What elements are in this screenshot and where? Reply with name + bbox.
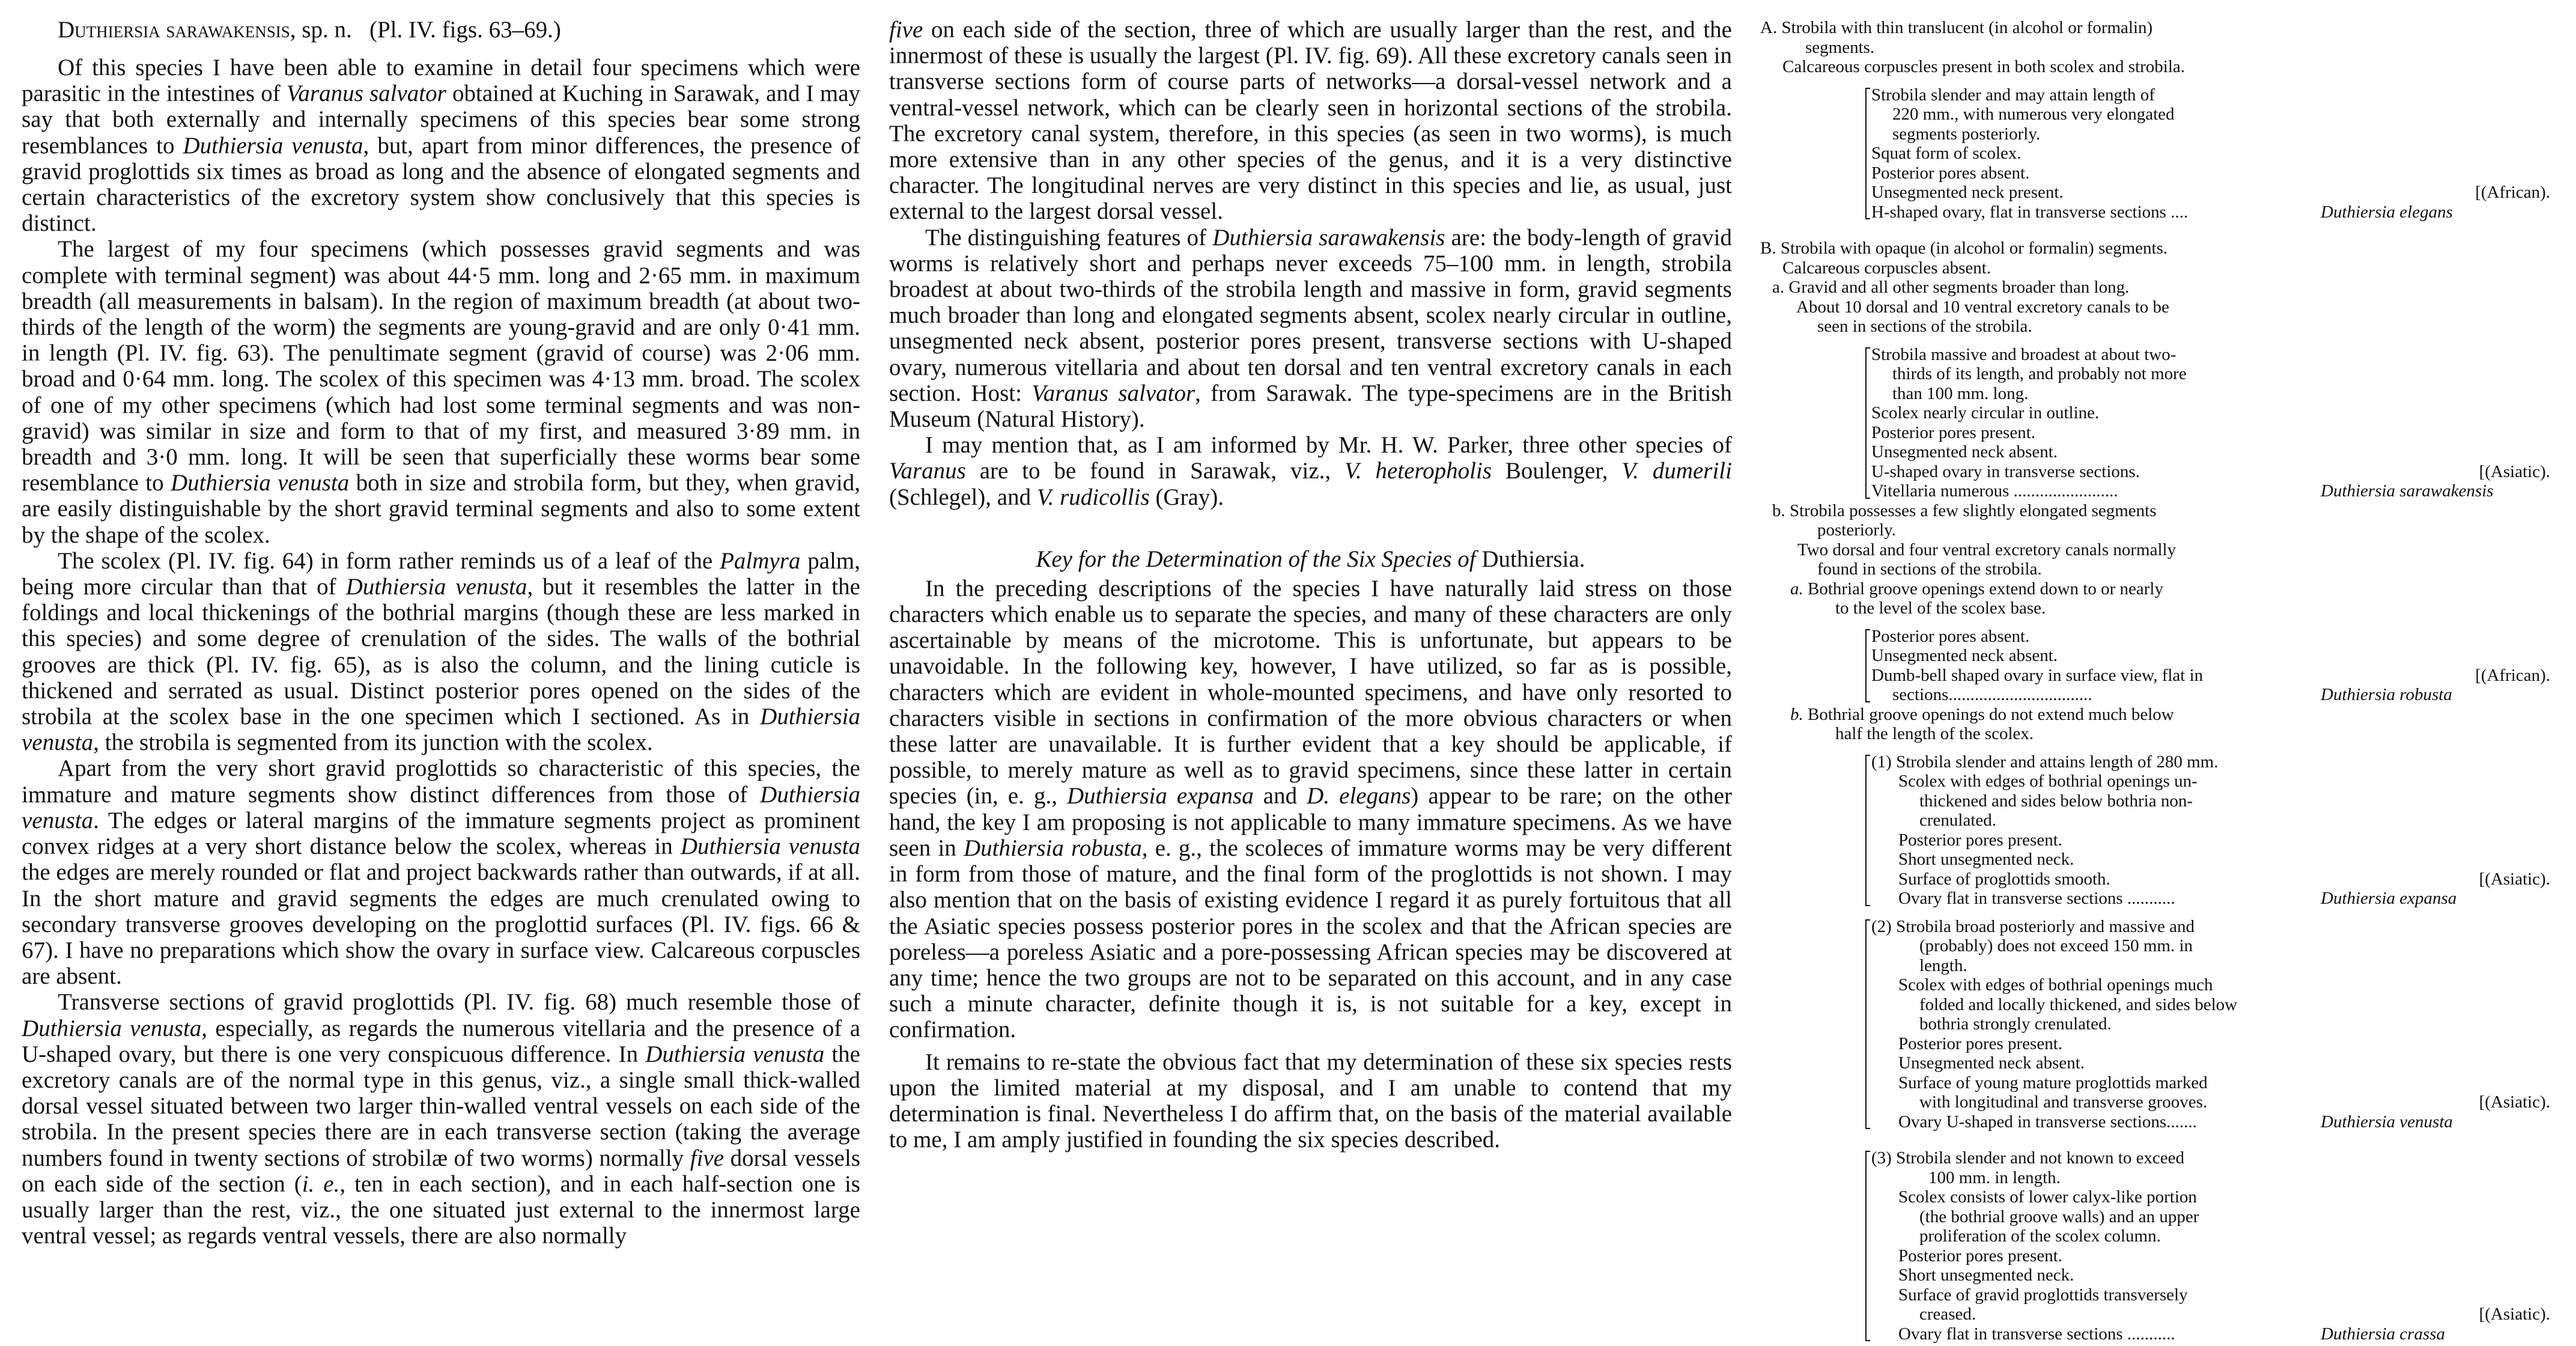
- key-title-genus: Duthiersia.: [1481, 546, 1585, 572]
- paragraph: The distinguishing features of Duthiersia sarawakensis are: the body-length of gravid worms is relatively short and perhaps never exceeds 75–100 mm. in length, strobila broadest at about two-thirds of the strobila length and massive in form, gravid segments much broader than long and elongated segments absent, scolex nearly circular in outline, unsegmented neck absent, posterior pores present, transverse sections with U-shaped ovary, numerous vitellaria and about ten dorsal and ten ventral excretory canals in each section. Host: Varanus salvator, from Sarawak. The type-specimens are in the British Museum (Natural History).: [889, 224, 1732, 433]
- species-name: Duthiersia expansa: [2321, 889, 2457, 908]
- column-middle: [889, 17, 1732, 1153]
- region-label: [(African).: [2475, 665, 2550, 685]
- key-text: (1) Strobila slender and attains length of 280 mm.: [1871, 752, 2219, 772]
- key-block-elegans: [1865, 85, 2550, 222]
- key-text: U-shaped ovary in transverse sections.: [1871, 461, 2140, 481]
- key-text: About 10 dorsal and 10 ventral excretory canals to be: [1796, 297, 2169, 317]
- key-text: Unsegmented neck absent.: [1898, 1053, 2085, 1073]
- key-text: Posterior pores present.: [1898, 1034, 2063, 1053]
- key-text: Bothrial groove openings extend down to or nearly: [1808, 579, 2163, 598]
- key-text: bothria strongly crenulated.: [1919, 1014, 2112, 1034]
- region-label: [(Asiatic).: [2479, 869, 2550, 889]
- bracket: [1865, 1151, 1870, 1341]
- key-title-italic: Key for the Determination of the Six Species of: [1036, 546, 1476, 572]
- key-text: Ovary U-shaped in transverse sections.......: [1898, 1112, 2197, 1131]
- key-text: Scolex nearly circular in outline.: [1871, 403, 2100, 422]
- key-label-b: B.: [1760, 239, 1776, 258]
- key-text: Calcareous corpuscles present in both scolex and strobila.: [1782, 57, 2186, 76]
- key-text: Strobila massive and broadest at about two-: [1871, 344, 2177, 364]
- key-text: Squat form of scolex.: [1871, 144, 2022, 163]
- key-block-crassa: [1865, 1148, 2550, 1344]
- key-text: (3) Strobila slender and not known to exceed: [1871, 1148, 2185, 1168]
- key-text: Posterior pores absent.: [1871, 163, 2030, 183]
- key-text: Unsegmented neck present.: [1871, 183, 2064, 202]
- species-heading-suffix: , sp. n.: [290, 17, 352, 43]
- key-text: length.: [1919, 955, 1967, 975]
- region-label: [(African).: [2475, 183, 2550, 202]
- key-text: segments.: [1805, 37, 1875, 57]
- key-text: 220 mm., with numerous very elongated: [1892, 105, 2175, 124]
- key-block-sarawakensis: [1865, 345, 2550, 501]
- key-block-expansa: [1865, 752, 2550, 909]
- key-text: to the level of the scolex base.: [1835, 598, 2046, 618]
- key-text: Scolex with edges of bothrial openings much: [1898, 975, 2213, 994]
- key-text: Unsegmented neck absent.: [1871, 646, 2058, 665]
- key-text: Calcareous corpuscles absent.: [1782, 258, 1991, 278]
- key-text: seen in sections of the strobila.: [1817, 317, 2032, 336]
- species-name: Duthiersia crassa: [2321, 1324, 2446, 1344]
- paragraph: It remains to re-state the obvious fact that my determination of these six species rests upon the limited material at my disposal, and I am unable to contend that my determination is final. Nevertheless I do affirm that, on the basis of the material available to me, I am amply justified in founding the six species described.: [889, 1049, 1732, 1153]
- key-text: thickened and sides below bothria non-: [1919, 791, 2193, 811]
- key-text: Strobila with thin translucent (in alcohol or formalin): [1781, 18, 2153, 37]
- paragraph: Transverse sections of gravid proglottids (Pl. IV. fig. 68) much resemble those of Duthiersia venusta, especially, as regards the numerous vitellaria and the presence of a U-shaped ovary, but there is one very conspicuous difference. In Duthiersia venusta the excretory canals are of the normal type in this genus, viz., a single small thick-walled dorsal vessel situated between two larger thin-walled ventral vessels on each side of the strobila. In the present species there are in each transverse section (taking the average numbers found in twenty sections of strobilæ of two worms) normally five dorsal vessels on each side of the section (i. e., ten in each section), and in each half-section one is usually larger than the rest, viz., the one situated just external to the innermost large ventral vessel; as regards ventral vessels, there are also normally: [22, 989, 861, 1249]
- key-text: 100 mm. in length.: [1928, 1168, 2061, 1187]
- key-label-bba: a.: [1790, 579, 1803, 598]
- key-group-b: [1760, 239, 2565, 1344]
- paragraph: Apart from the very short gravid proglottids so characteristic of this species, the immature and mature segments show distinct differences from those of Duthiersia venusta. The edges or lateral margins of the immature segments project as prominent convex ridges at a very short distance below the scolex, whereas in Duthiersia venusta the edges are merely rounded or flat and project backwards rather than outwards, if at all. In the short mature and gravid segments the edges are much crenulated owing to secondary transverse grooves developing on the proglottid surfaces (Pl. IV. figs. 66 & 67). I have no preparations which show the ovary in surface view. Calcareous corpuscles are absent.: [22, 755, 860, 990]
- key-label-ba: a.: [1772, 278, 1785, 297]
- key-text: Strobila possesses a few slightly elongated segments: [1790, 501, 2157, 520]
- key-text: (2) Strobila broad posteriorly and massive and: [1871, 916, 2195, 936]
- key-text: Posterior pores present.: [1871, 422, 2036, 442]
- key-text: sections.................................: [1892, 685, 2092, 704]
- key-label-bbb: b.: [1790, 704, 1803, 724]
- key-text: Strobila slender and may attain length of: [1871, 85, 2155, 105]
- determination-key: [1760, 18, 2565, 1344]
- key-text: Gravid and all other segments broader than long.: [1788, 278, 2130, 297]
- species-name: Duthiersia venusta: [2321, 1112, 2453, 1131]
- key-text: H-shaped ovary, flat in transverse sections ....: [1871, 202, 2189, 222]
- key-text: posteriorly.: [1817, 520, 1897, 540]
- key-label-a: A.: [1760, 18, 1778, 37]
- key-text: creased.: [1919, 1305, 1976, 1324]
- key-group-a: [1760, 18, 2565, 222]
- key-text: Strobila with opaque (in alcohol or formalin) segments.: [1780, 239, 2168, 258]
- region-label: [(Asiatic).: [2479, 461, 2550, 481]
- species-heading: [58, 17, 860, 43]
- key-block-robusta: [1865, 627, 2550, 705]
- key-text: Ovary flat in transverse sections ...........: [1898, 1324, 2175, 1344]
- region-label: [(Asiatic).: [2479, 1092, 2550, 1112]
- key-text: (probably) does not exceed 150 mm. in: [1919, 936, 2193, 955]
- key-text: Surface of gravid proglottids transversely: [1898, 1285, 2188, 1305]
- key-text: segments posteriorly.: [1892, 124, 2041, 144]
- key-text: Scolex with edges of bothrial openings un-: [1898, 772, 2198, 791]
- key-text: Ovary flat in transverse sections ...........: [1898, 889, 2175, 908]
- paragraph: I may mention that, as I am informed by Mr. H. W. Parker, three other species of Varanus are to be found in Sarawak, viz., V. heteropholis Boulenger, V. dumerili (Schlegel), and V. rudicollis (Gray).: [889, 432, 1732, 510]
- key-text: Two dorsal and four ventral excretory canals normally: [1797, 540, 2177, 559]
- key-text: Short unsegmented neck.: [1898, 850, 2074, 869]
- paragraph: The largest of my four specimens (which possesses gravid segments and was complete with terminal segment) was about 44·5 mm. long and 2·65 mm. in maximum breadth (all measurements in balsam). In the region of maximum breadth (at about two-thirds of the length of the worm) the segments are young-gravid and are only 0·41 mm. in length (Pl. IV. fig. 63). The penultimate segment (gravid of course) was 2·06 mm. broad and 0·64 mm. long. The scolex of this specimen was 4·13 mm. broad. The scolex of one of my other specimens (which had lost some terminal segments and was non-gravid) was similar in size and form to that of my first, and measured 3·89 mm. in breadth and 3·0 mm. long. It will be seen that superficially these worms bear some resemblance to Duthiersia venusta both in size and strobila form, but they, when gravid, are easily distinguishable by the short gravid terminal segments and also to some extent by the shape of the scolex.: [22, 236, 860, 548]
- species-heading-name: Duthiersia sarawakensis: [58, 17, 290, 43]
- paragraph: Of this species I have been able to examine in detail four specimens which were parasitic in the intestines of Varanus salvator obtained at Kuching in Sarawak, and I may say that both externally and internally specimens of this species bear some strong resemblances to Duthiersia venusta, but, apart from minor differences, the presence of gravid proglottids six times as broad as long and the absence of elongated segments and certain characteristics of the excretory system show conclusively that this species is distinct.: [22, 55, 861, 237]
- bracket: [1865, 755, 1870, 906]
- key-block-venusta: [1865, 917, 2550, 1132]
- key-text: found in sections of the strobila.: [1817, 559, 2042, 579]
- paragraph: The scolex (Pl. IV. fig. 64) in form rather reminds us of a leaf of the Palmyra palm, being more circular than that of Duthiersia venusta, but it resembles the latter in the foldings and local thickenings of the bothrial margins (though these are less marked in this species) and some degree of crenulation of the sides. The walls of the bothrial grooves are thick (Pl. IV. fig. 65), as is also the column, and the lining cuticle is thickened and serrated as usual. Distinct posterior pores opened on the sides of the strobila at the scolex base in the one specimen which I sectioned. As in Duthiersia venusta, the strobila is segmented from its junction with the scolex.: [22, 547, 861, 756]
- species-name: Duthiersia elegans: [2321, 202, 2453, 222]
- key-text: Posterior pores absent.: [1871, 626, 2030, 646]
- species-name: Duthiersia robusta: [2321, 685, 2452, 704]
- key-text: thirds of its length, and probably not more: [1892, 364, 2187, 383]
- bracket: [1865, 919, 1870, 1130]
- key-text: half the length of the scolex.: [1835, 724, 2034, 743]
- key-text: proliferation of the scolex column.: [1919, 1226, 2161, 1246]
- species-name: Duthiersia sarawakensis: [2321, 481, 2494, 501]
- key-text: Surface of young mature proglottids marked: [1898, 1073, 2208, 1092]
- key-text: crenulated.: [1919, 811, 1997, 830]
- key-text: Scolex consists of lower calyx-like portion: [1898, 1187, 2197, 1207]
- species-heading-plate-ref: (Pl. IV. figs. 63–69.): [369, 17, 561, 43]
- bracket: [1865, 629, 1870, 702]
- column-left: [22, 17, 860, 1249]
- paragraph-continued: five on each side of the section, three of which are usually larger than the rest, and the innermost of these is usually the largest (Pl. IV. fig. 69). All these excretory canals seen in transverse sections form of course parts of networks—a dorsal-vessel network and a ventral-vessel network, which can be clearly seen in horizontal sections of the strobila. The excretory canal system, therefore, in this species (as seen in two worms), is much more extensive than in any other species of the genus, and it is a very distinctive character. The longitudinal nerves are very distinct in this species and lie, as usual, just external to the largest dorsal vessel.: [889, 17, 1732, 225]
- key-text: Bothrial groove openings do not extend much below: [1808, 704, 2174, 724]
- key-label-bb: b.: [1772, 501, 1785, 520]
- key-text: Vitellaria numerous ........................: [1871, 481, 2118, 501]
- key-text: Dumb-bell shaped ovary in surface view, flat in: [1871, 665, 2204, 685]
- key-text: Unsegmented neck absent.: [1871, 442, 2058, 461]
- paragraph: In the preceding descriptions of the species I have naturally laid stress on those characters which enable us to separate the species, and many of these characters are only ascertainable by means of the microtome. This is unfortunate, but appears to be unavoidable. In the following key, however, I have utilized, so far as is possible, characters which are evident in whole-mounted specimens, and have only resorted to characters visible in sections in confirmation of the more obvious characters or when these latter are unavailable. It is further evident that a key should be applicable, if possible, to merely mature as well as to gravid specimens, since these latter in certain species (in, e. g., Duthiersia expansa and D. elegans) appear to be rare; on the other hand, the key I am proposing is not applicable to many immature specimens. As we have seen in Duthiersia robusta, e. g., the scoleces of immature worms may be very different in form from those of mature, and the final form of the proglottids is not shown. I may also mention that on the basis of existing evidence I regard it as purely fortuitous that all the Asiatic species possess posterior pores in the scolex and that the African species are poreless—a poreless Asiatic and a pore-possessing African species may be discovered at any time; hence the two groups are not to be separated on this account, and in any case such a minute character, definite though it is, is not suitable for a key, except in confirmation.: [889, 575, 1733, 1043]
- key-text: than 100 mm. long.: [1892, 383, 2029, 403]
- key-text: Surface of proglottids smooth.: [1898, 869, 2110, 889]
- key-text: with longitudinal and transverse grooves.: [1919, 1092, 2208, 1112]
- key-text: (the bothrial groove walls) and an upper: [1919, 1207, 2199, 1226]
- region-label: [(Asiatic).: [2479, 1305, 2550, 1324]
- bracket: [1865, 88, 1870, 220]
- key-section-title: [889, 546, 1732, 572]
- key-text: Posterior pores present.: [1898, 1246, 2063, 1265]
- key-text: folded and locally thickened, and sides below: [1919, 994, 2238, 1014]
- bracket: [1865, 347, 1870, 499]
- key-text: Short unsegmented neck.: [1898, 1265, 2074, 1285]
- key-text: Posterior pores present.: [1898, 830, 2063, 850]
